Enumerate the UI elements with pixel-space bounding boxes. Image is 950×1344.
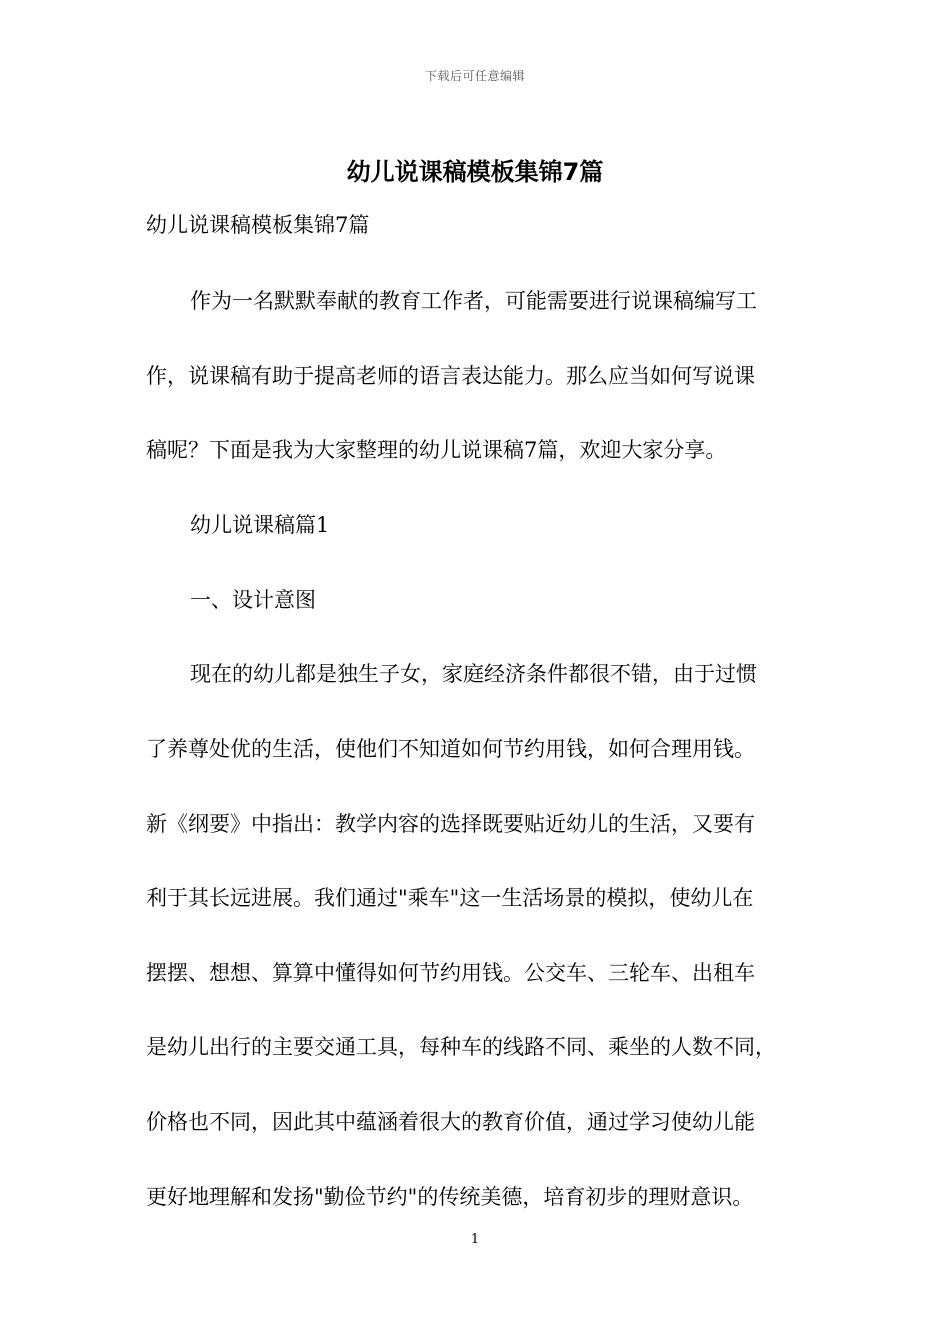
body-line-3: 新《纲要》中指出：教学内容的选择既要贴近幼儿的生活，又要有: [146, 812, 755, 836]
body-line-7: 价格也不同，因此其中蕴涵着很大的教育价值，通过学习使幼儿能: [146, 1110, 755, 1134]
intro-line-1: 作为一名默默奉献的教育工作者，可能需要进行说课稿编写工: [190, 289, 757, 313]
subsection-heading: 一、设计意图: [190, 588, 316, 612]
page-number: 1: [470, 1232, 480, 1247]
body-line-8: 更好地理解和发扬"勤俭节约"的传统美德，培育初步的理财意识。: [146, 1185, 754, 1209]
intro-line-3: 稿呢？下面是我为大家整理的幼儿说课稿7篇，欢迎大家分享。: [146, 438, 727, 462]
body-line-4: 利于其长远进展。我们通过"乘车"这一生活场景的模拟，使幼儿在: [146, 886, 754, 910]
document-title: 幼儿说课稿模板集锦7篇: [346, 158, 604, 186]
body-line-1: 现在的幼儿都是独生子女，家庭经济条件都很不错，由于过惯: [190, 662, 757, 686]
header-note: 下载后可任意编辑: [424, 69, 525, 83]
subtitle-line: 幼儿说课稿模板集锦7篇: [146, 213, 370, 237]
body-line-5: 摆摆、想想、算算中懂得如何节约用钱。公交车、三轮车、出租车: [146, 961, 755, 985]
intro-line-2: 作，说课稿有助于提高老师的语言表达能力。那么应当如何写说课: [146, 364, 755, 388]
body-line-2: 了养尊处优的生活，使他们不知道如何节约用钱，如何合理用钱。: [146, 737, 755, 761]
body-line-6: 是幼儿出行的主要交通工具，每种车的线路不同、乘坐的人数不同，: [146, 1035, 776, 1059]
section-heading: 幼儿说课稿篇1: [190, 513, 330, 537]
